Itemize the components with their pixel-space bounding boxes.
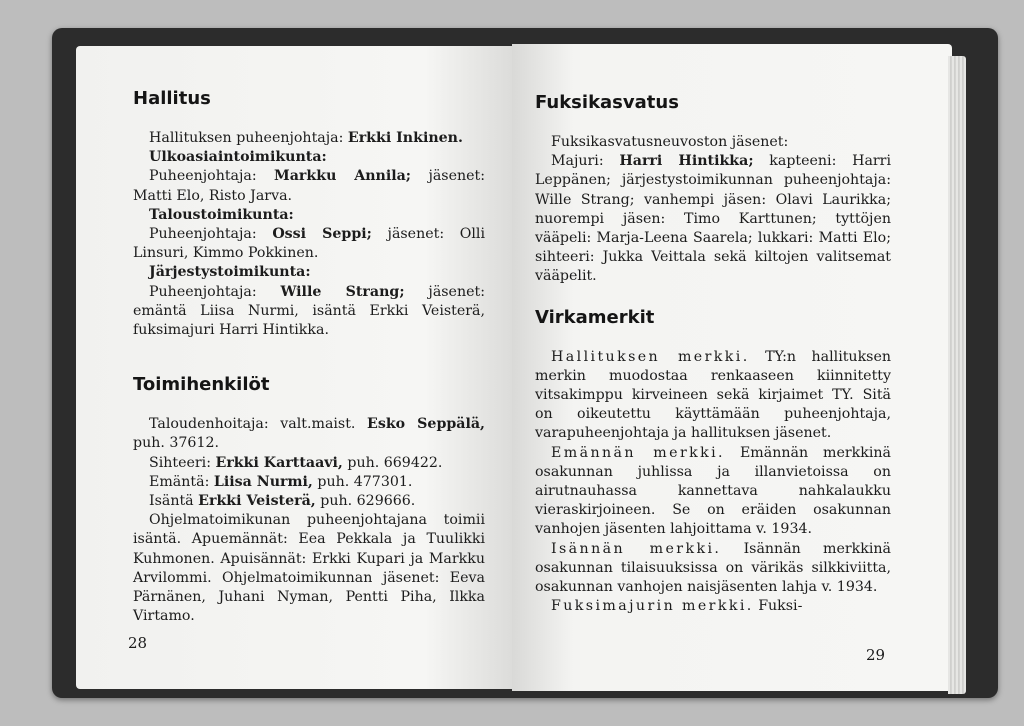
page-edges	[948, 56, 966, 694]
talous-entry: Puheenjohtaja: Ossi Seppi; jäsenet: Olli Linsuri, Kimmo Pokkinen.	[133, 226, 486, 262]
ulko-heading: Ulkoasiaintoimikunta:	[149, 149, 327, 166]
hallitus-chair: Hallituksen puheenjohtaja: Erkki Inkinen.	[149, 130, 463, 146]
ulko-entry: Puheenjohtaja: Markku Annila; jäsenet: Matti Elo, Risto Jarva.	[133, 168, 485, 204]
fuksi-members: Majuri: Harri Hintikka; kapteeni: Harri Leppänen; järjestystoimikunnan puheenjohtaja: Wille Strang; vanhempi jäsen: Olavi Laurikka; nuorempi jäsen: Timo Karttunen; tyttöjen vääpeli: Marja-Leena Saarela; lukkari: Matti Elo; sihteeri: Jukka Veittala sekä kiltojen valitsemat vääpelit.	[535, 153, 892, 285]
isanta-entry: Isäntä Erkki Veisterä, puh. 629666.	[149, 493, 416, 510]
right-page-content	[535, 92, 891, 616]
isanta-badge-entry: Isännän merkki. Isännän merkkinä osakunnan tilaisuuksissa on värikäs silkkiviitta, osakunnan vanhojen naisjäsenten lahja v. 1934.	[535, 540, 891, 596]
talous-heading: Taloustoimikunta:	[149, 206, 294, 223]
hallitus-badge-entry: Hallituksen merkki. TY:n hallituksen merkin muodostaa renkaaseen kiinnitetty vitsakimppu kirveineen sekä kirjaimet TY. Sitä on oikeutettu käyttämään puheenjohtaja, varapuheenjohtaja ja hallituksen jäsenet.	[535, 348, 891, 442]
heading-hallitus: Hallitus	[133, 88, 211, 109]
page-number-right: 29	[866, 646, 886, 664]
emanta-entry: Emäntä: Liisa Nurmi, puh. 477301.	[149, 473, 413, 490]
fuksi-intro: Fuksikasvatusneuvoston jäsenet:	[551, 134, 789, 150]
taloudenhoitaja-entry: Taloudenhoitaja: valt.maist. Esko Seppälä, puh. 37612.	[133, 416, 485, 452]
page-number-left: 28	[128, 634, 148, 652]
heading-fuksikasvatus: Fuksikasvatus	[535, 92, 679, 113]
left-page-content	[133, 88, 485, 626]
heading-virkamerkit: Virkamerkit	[535, 306, 655, 328]
heading-toimihenkilot: Toimihenkilöt	[133, 374, 270, 396]
jarj-entry: Puheenjohtaja: Wille Strang; jäsenet: emäntä Liisa Nurmi, isäntä Erkki Veisterä, fuksimajuri Harri Hintikka.	[133, 283, 485, 339]
ohjelma-entry: Ohjelmatoimikunan puheenjohtajana toimii isäntä. Apuemännät: Eea Pekkala ja Tuulikki Kuhmonen. Apuisännät: Erkki Kupari ja Markku Arvilommi. Ohjelmatoimikunnan jäsenet: Eeva Pärnänen, Juhani Nyman, Pentti Piha, Ilkka Virtamo.	[133, 512, 485, 625]
fuksimajuri-badge-entry: Fuksimajurin merkki. Fuksi-	[551, 598, 803, 615]
emanta-badge-entry: Emännän merkki. Emännän merkkinä osakunnan juhlissa ja illanvietoissa on airutnauhassa kannettava nahkalaukku vieraskirjoineen. Se on eräiden osakunnan vanhojen jäsenten lahjoittama v. 1934.	[535, 444, 892, 538]
jarj-heading: Järjestystoimikunta:	[149, 264, 311, 281]
sihteeri-entry: Sihteeri: Erkki Karttaavi, puh. 669422.	[149, 454, 443, 471]
